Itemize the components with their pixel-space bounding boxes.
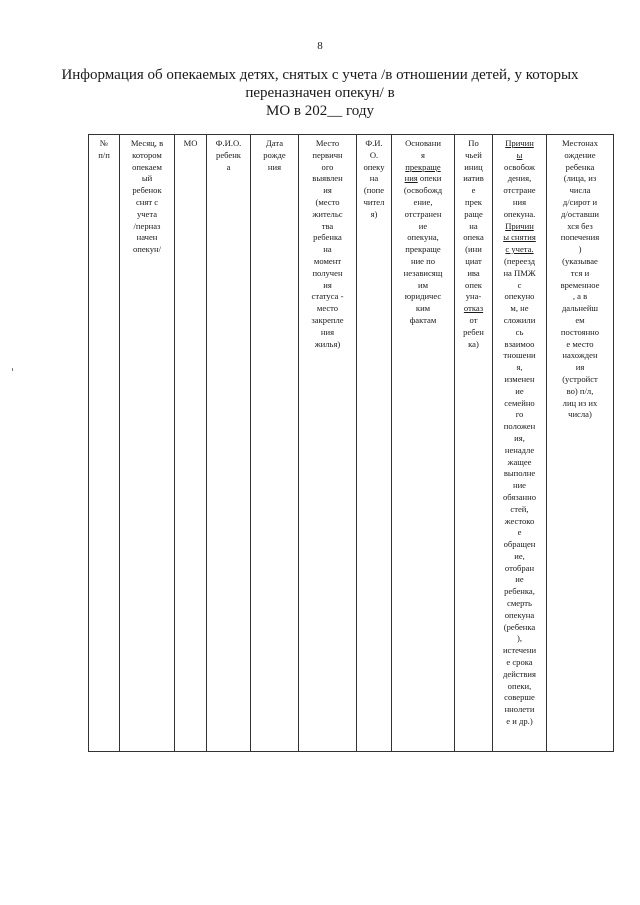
termination-grounds-underlined: прекраще ния bbox=[404, 161, 441, 184]
header-cell-reasons bbox=[493, 135, 547, 752]
page-number: 8 bbox=[317, 40, 323, 52]
initiative-underlined: отказ bbox=[463, 303, 484, 314]
title-line-3: МО в 202__ году bbox=[266, 103, 374, 119]
header-cell-initiative bbox=[455, 135, 493, 752]
reasons-middle: освобож дения, отстране ния опекуна. bbox=[503, 161, 536, 219]
reasons-removal-underlined: Причин ы снятия с учета. bbox=[503, 220, 536, 255]
reasons-underlined: Причин ы bbox=[505, 138, 534, 160]
initiative-text: По чьей иниц иатив е прек раще на опека (ини циат ива опек уна- bbox=[463, 138, 484, 302]
termination-grounds-text: Основани я bbox=[405, 138, 441, 160]
info-table bbox=[88, 134, 614, 752]
header-cell-termination-grounds bbox=[392, 135, 455, 752]
scan-artifact-mark bbox=[12, 368, 13, 371]
header-cell-child-name: Ф.И.О. ребенк а bbox=[207, 135, 251, 752]
document-title bbox=[60, 66, 580, 120]
reasons-rest: (переезд на ПМЖ с опекуно м, не сложили сь взаимоо тношени я, изменен ие семейно го положен ия, ненадле жащее выполне ние обязанно стей, жестоко е обращен ие, отобран ие ребенка, смерть опекуна (ребенка ), истечени е срока действия опеки, соверше ннолети е и др.) bbox=[502, 255, 537, 727]
termination-grounds-rest: опеки (освобожд ение, отстранен ие опекуна, прекраще ние по независящ им юридичес ким фактам bbox=[403, 173, 443, 325]
header-cell-month: Месяц, в котором опекаем ый ребенок снят с учета /перназ начен опекун/ bbox=[120, 135, 175, 752]
header-cell-guardian-name: Ф.И. О. опеку на (попе чител я) bbox=[357, 135, 392, 752]
header-cell-number: № п/п bbox=[89, 135, 120, 752]
initiative-rest: от ребен ка) bbox=[463, 314, 484, 349]
header-cell-birth-date: Дата рожде ния bbox=[251, 135, 299, 752]
header-cell-mo: МО bbox=[175, 135, 207, 752]
header-cell-place-of-identification: Место первичн ого выявлен ия (место жительс тва ребенка на момент получен ия статуса - место закрепле ния жилья) bbox=[299, 135, 357, 752]
title-line-1: Информация об опекаемых детях, снятых с учета /в отношении детей, у которых bbox=[61, 67, 579, 83]
title-line-2: переназначен опекун/ в bbox=[245, 85, 395, 101]
table-header-row bbox=[89, 135, 614, 752]
header-cell-child-location: Местонах ождение ребенка (лица, из числа д/сирот и д/оставши хся без попечения ) (указывае тся и временное , а в дальнейш ем постоянно е место нахожден ия (устройст во) п/л, лиц из их числа) bbox=[547, 135, 614, 752]
